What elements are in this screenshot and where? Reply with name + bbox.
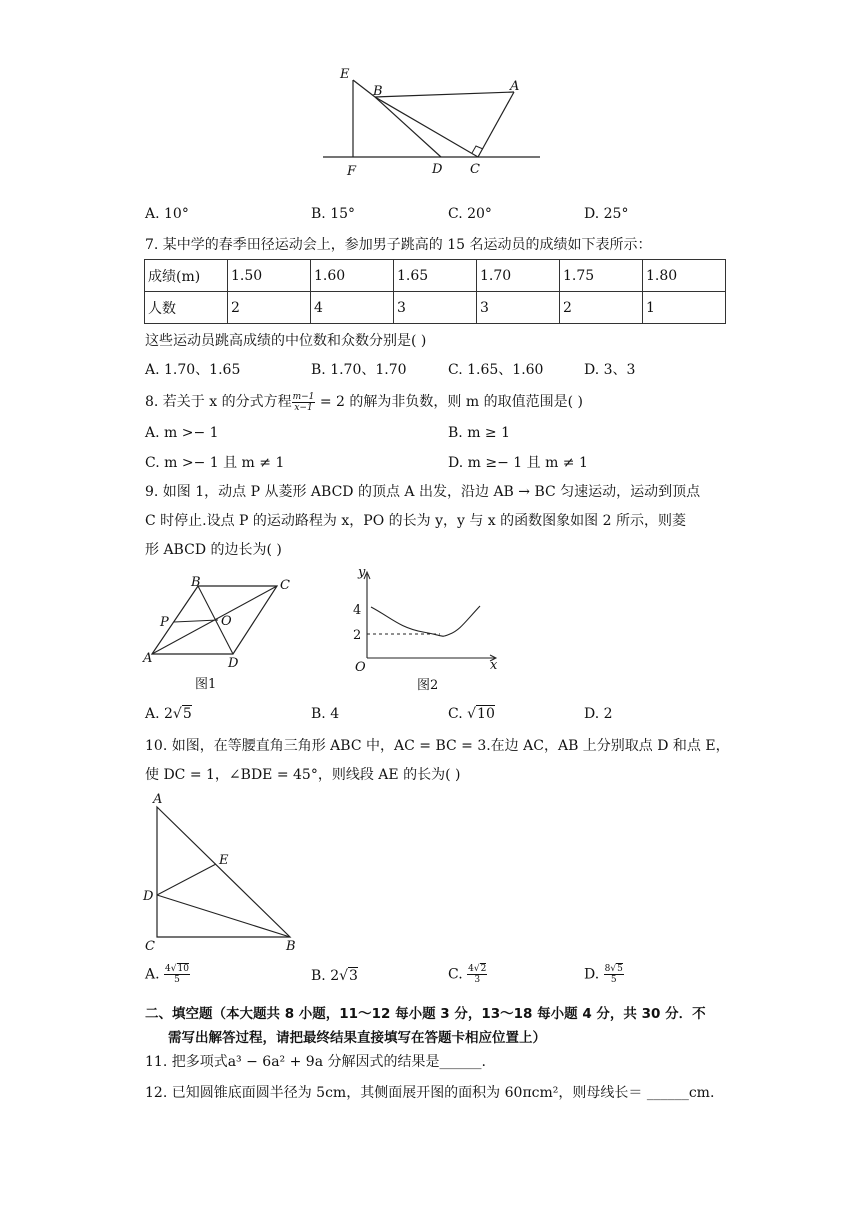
q8-fraction — [292, 392, 316, 413]
q6-option-c: C. 20° — [448, 206, 492, 222]
table-cell: 1.80 — [643, 260, 726, 292]
table-cell: 人数 — [145, 292, 228, 324]
table-cell: 3 — [477, 292, 560, 324]
fig6-label-C: C — [470, 162, 480, 177]
q10-line1: 10. 如图，在等腰直角三角形 ABC 中，AC = BC = 3.在边 AC，AB 上分别取点 D 和点 E， — [145, 738, 730, 754]
q9-option-a-rad: 5 — [182, 706, 192, 722]
fig1-label-P: P — [160, 615, 169, 630]
q9-figure2 — [345, 562, 505, 697]
fig10-label-C: C — [145, 939, 155, 954]
q9-line1: 9. 如图 1，动点 P 从菱形 ABCD 的顶点 A 出发，沿边 AB → BC 匀速运动，运动到顶点 — [145, 484, 701, 500]
q8-frac-num: m−1 — [292, 391, 315, 402]
fig1-label-D: D — [228, 656, 239, 671]
q9-line2: C 时停止.设点 P 的运动路程为 x，PO 的长为 y，y 与 x 的函数图象如图 2 所示，则菱 — [145, 513, 686, 529]
frac-num-coef: 4 — [165, 964, 171, 974]
section2-title-line2: 需写出解答过程，请把最终结果直接填写在答题卡相应位置上） — [168, 1030, 546, 1046]
q8-option-d: D. m ≥− 1 且 m ≠ 1 — [448, 455, 588, 471]
q8-frac-den: x−1 — [294, 402, 313, 413]
q6-figure — [318, 62, 543, 180]
fig2-label-y: y — [358, 565, 366, 580]
q9-option-c: C. √10 — [448, 706, 495, 722]
q12-text: 12. 已知圆锥底面圆半径为 5cm，其侧面展开图的面积为 60πcm²，则母线长＝ ______cm. — [145, 1085, 715, 1101]
q7-question: 这些运动员跳高成绩的中位数和众数分别是( ) — [145, 333, 427, 349]
fig10-label-B: B — [286, 939, 296, 954]
q8-option-b: B. m ≥ 1 — [448, 425, 511, 441]
table-cell: 1.75 — [560, 260, 643, 292]
q11-text: 11. 把多项式a³ − 6a² + 9a 分解因式的结果是______. — [145, 1054, 486, 1070]
frac-num-rad: 2 — [480, 964, 487, 974]
table-cell: 1.70 — [477, 260, 560, 292]
q9-option-c-prefix: C. — [448, 706, 468, 722]
table-cell: 1.50 — [228, 260, 311, 292]
q9-option-c-rad: 10 — [477, 706, 495, 722]
q8-option-c: C. m >− 1 且 m ≠ 1 — [145, 455, 285, 471]
q9-option-b: B. 4 — [311, 706, 340, 722]
table-cell: 1.65 — [394, 260, 477, 292]
q7-option-c: C. 1.65、1.60 — [448, 362, 544, 378]
table-cell: 2 — [228, 292, 311, 324]
q10-option-c-frac: $\frac{4√2}{3}$ — [468, 964, 487, 985]
section2-title-line1: 二、填空题（本大题共 8 小题，11～12 每小题 3 分，13～18 每小题 4 分，共 30 分．不 — [145, 1006, 706, 1022]
table-cell: 2 — [560, 292, 643, 324]
frac-den: 5 — [610, 975, 617, 985]
q10-option-d-prefix: D. — [584, 966, 604, 983]
q8-stem — [145, 391, 583, 413]
q10-option-a-prefix: A. — [145, 966, 165, 983]
q6-option-d: D. 25° — [584, 206, 629, 222]
q9-line3: 形 ABCD 的边长为( ) — [145, 542, 282, 558]
fig2-caption: 图2 — [417, 678, 439, 693]
q6-option-a: A. 10° — [145, 206, 189, 222]
table-row — [145, 292, 726, 324]
table-cell: 成绩(m) — [145, 260, 228, 292]
q10-option-d-frac: $\frac{8√5}{5}$ — [604, 964, 623, 985]
frac-den: 3 — [474, 975, 481, 985]
table-cell: 3 — [394, 292, 477, 324]
q7-table — [144, 259, 726, 324]
q10-option-b: B. 2√3 — [311, 968, 358, 984]
q7-option-a: A. 1.70、1.65 — [145, 362, 241, 378]
fig10-label-D: D — [143, 889, 154, 904]
frac-den: 5 — [174, 975, 180, 985]
q10-option-b-prefix: B. 2 — [311, 968, 340, 984]
q10-option-b-rad: 3 — [349, 968, 358, 984]
q10-option-c-prefix: C. — [448, 966, 468, 983]
fig1-caption: 图1 — [195, 677, 217, 692]
q10-figure — [140, 790, 310, 955]
q10-option-d — [584, 964, 624, 985]
fig2-tick-2: 2 — [353, 628, 362, 643]
fig6-label-D: D — [432, 162, 443, 177]
frac-num-coef: 4 — [468, 964, 474, 974]
fig1-label-O: O — [221, 614, 232, 629]
q10-option-a-frac: $\frac{4√10}{5}$ — [165, 964, 189, 985]
table-cell: 1 — [643, 292, 726, 324]
fig6-label-F: F — [347, 164, 357, 179]
frac-num-rad: 5 — [617, 964, 623, 974]
table-cell: 1.60 — [311, 260, 394, 292]
q10-option-a — [145, 964, 190, 985]
q9-option-a: A. 2√5 — [145, 706, 192, 722]
q7-option-b: B. 1.70、1.70 — [311, 362, 407, 378]
q7-option-d: D. 3、3 — [584, 362, 636, 378]
fig6-label-E: E — [340, 67, 350, 82]
fig6-label-A: A — [510, 79, 520, 94]
q6-option-b: B. 15° — [311, 206, 356, 222]
q8-option-a: A. m >− 1 — [145, 425, 219, 441]
fig2-label-O: O — [355, 660, 366, 675]
fig1-label-B: B — [191, 575, 201, 590]
q8-stem-a: 8. 若关于 x 的分式方程 — [145, 394, 292, 410]
q10-line2: 使 DC = 1，∠BDE = 45°，则线段 AE 的长为( ) — [145, 767, 461, 783]
fig2-label-x: x — [490, 658, 498, 673]
q7-stem: 7. 某中学的春季田径运动会上，参加男子跳高的 15 名运动员的成绩如下表所示： — [145, 237, 652, 253]
table-cell: 4 — [311, 292, 394, 324]
fig1-label-C: C — [280, 578, 290, 593]
q9-option-a-prefix: A. 2 — [145, 706, 173, 722]
fig1-label-A: A — [143, 651, 153, 666]
q10-option-c — [448, 964, 487, 985]
frac-num-rad: 10 — [177, 964, 189, 974]
q9-option-d: D. 2 — [584, 706, 613, 722]
fig2-tick-4: 4 — [353, 603, 362, 618]
frac-num-coef: 8 — [604, 964, 611, 974]
q9-figure1 — [140, 570, 300, 695]
table-row — [145, 260, 726, 292]
fig10-label-A: A — [153, 792, 163, 807]
q8-stem-b: = 2 的解为非负数，则 m 的取值范围是( ) — [315, 394, 583, 410]
fig10-label-E: E — [219, 853, 229, 868]
fig6-label-B: B — [373, 84, 383, 99]
